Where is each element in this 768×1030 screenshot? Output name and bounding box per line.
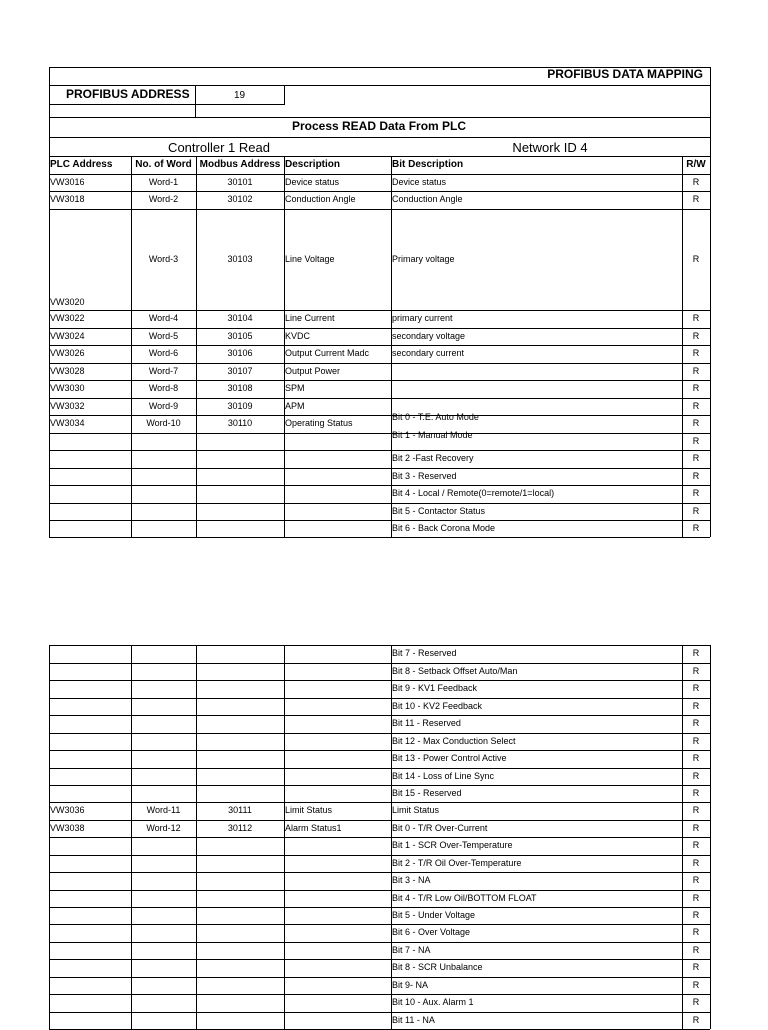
row-line (49, 415, 710, 416)
table-cell-modbus: 30102 (227, 194, 253, 204)
table-cell-word: Word-2 (148, 194, 179, 204)
border-line (49, 137, 710, 138)
table-cell-rw: R (692, 683, 700, 693)
table-cell-bit: Bit 7 - NA (392, 944, 431, 955)
column-line (131, 156, 132, 174)
column-header-bit: Bit Description (392, 159, 464, 170)
table-cell-rw: R (692, 735, 700, 746)
table-cell-desc: Alarm Status1 (285, 822, 342, 833)
table-cell-plc: VW3028 (50, 365, 85, 376)
table-cell-rw: R (692, 648, 700, 658)
table-cell-bit: Bit 4 - T/R Low Oil/BOTTOM FLOAT (392, 892, 537, 903)
row-line (49, 890, 710, 891)
column-line (682, 174, 683, 537)
table-cell-bit: Bit 8 - Setback Offset Auto/Man (392, 665, 518, 676)
table-cell-bit: Bit 5 - Under Voltage (392, 909, 476, 920)
row-line (49, 310, 710, 311)
border-line (49, 104, 285, 105)
table-cell-rw: R (692, 909, 700, 920)
row-line (49, 537, 710, 538)
table-cell-bit: secondary voltage (392, 330, 466, 341)
border-line (49, 156, 710, 157)
table-cell-desc: Output Power (285, 365, 341, 376)
column-line (131, 174, 132, 537)
table-cell-bit: Bit 7 - Reserved (392, 648, 457, 658)
table-cell-desc: Operating Status (285, 418, 353, 428)
column-line (710, 174, 711, 537)
table-cell-plc: VW3034 (50, 418, 85, 428)
table-cell-modbus: 30110 (227, 418, 253, 428)
row-line (49, 768, 710, 769)
table-cell-desc: Limit Status (285, 805, 333, 815)
row-line (49, 1012, 710, 1013)
table-cell-rw: R (692, 718, 700, 728)
row-line (49, 802, 710, 803)
table-cell-bit: Limit Status (392, 805, 440, 815)
table-cell-bit: Device status (392, 176, 447, 187)
table-cell-modbus: 30103 (227, 253, 253, 264)
table-cell-word: Word-1 (148, 176, 179, 187)
table-cell-rw: R (692, 857, 700, 868)
table-cell-rw: R (692, 665, 700, 676)
table-cell-rw: R (692, 875, 700, 885)
table-cell-desc: Conduction Angle (285, 194, 356, 204)
table-cell-rw: R (692, 892, 700, 903)
row-line (49, 663, 710, 664)
row-line (49, 433, 710, 434)
border-line (284, 85, 285, 104)
table-cell-rw: R (692, 453, 700, 463)
table-cell-desc: Line Voltage (285, 253, 335, 264)
row-line (49, 733, 710, 734)
column-line (710, 156, 711, 174)
table-cell-rw: R (692, 383, 700, 393)
profibus-address-label: PROFIBUS ADDRESS (66, 87, 190, 101)
column-header-modbus: Modbus Address (199, 159, 281, 170)
row-line (49, 680, 710, 681)
table-cell-bit: secondary current (392, 348, 465, 358)
column-header-desc: Description (285, 159, 341, 170)
table-cell-plc: VW3016 (50, 176, 85, 187)
table-cell-rw: R (692, 470, 700, 481)
table-cell-word: Word-4 (148, 313, 179, 323)
table-cell-modbus: 30101 (227, 176, 253, 187)
table-cell-bit: Bit 11 - NA (392, 1014, 435, 1025)
row-line (49, 485, 710, 486)
table-cell-bit: Bit 3 - NA (392, 875, 431, 885)
row-line (49, 209, 710, 210)
table-cell-desc: Output Current Madc (285, 348, 370, 358)
row-line (49, 503, 710, 504)
table-cell-modbus: 30104 (227, 313, 253, 323)
row-line (49, 785, 710, 786)
table-cell-bit: Bit 2 - T/R Oil Over-Temperature (392, 857, 522, 868)
row-line (49, 174, 710, 175)
table-cell-rw: R (692, 700, 700, 711)
table-cell-plc: VW3038 (50, 822, 85, 833)
table-cell-rw: R (692, 805, 700, 815)
table-cell-bit: Bit 14 - Loss of Line Sync (392, 770, 495, 781)
table-cell-rw: R (692, 1014, 700, 1025)
table-cell-bit: Bit 6 - Over Voltage (392, 927, 471, 937)
border-line (49, 117, 710, 118)
table-cell-bit: Bit 6 - Back Corona Mode (392, 522, 496, 533)
table-cell-plc: VW3030 (50, 383, 85, 393)
table-cell-bit: Bit 13 - Power Control Active (392, 753, 507, 763)
table-cell-bit: Conduction Angle (392, 194, 463, 204)
row-line (49, 942, 710, 943)
row-line (49, 468, 710, 469)
table-cell-word: Word-3 (148, 253, 179, 264)
table-cell-bit: Bit 1 - SCR Over-Temperature (392, 840, 513, 850)
table-cell-rw: R (692, 176, 700, 187)
row-line (49, 520, 710, 521)
table-cell-bit: Bit 2 -Fast Recovery (392, 453, 474, 463)
table-cell-rw: R (692, 997, 700, 1007)
table-cell-modbus: 30112 (227, 822, 253, 833)
table-cell-word: Word-8 (148, 383, 179, 393)
table-cell-plc: VW3018 (50, 194, 85, 204)
table-cell-bit: Bit 10 - Aux. Alarm 1 (392, 997, 474, 1007)
column-line (196, 156, 197, 174)
page-title: PROFIBUS DATA MAPPING (547, 67, 703, 81)
table-cell-desc: Device status (285, 176, 340, 187)
row-line (49, 959, 710, 960)
table-cell-rw: R (692, 400, 700, 411)
table-cell-word: Word-11 (146, 805, 181, 815)
table-cell-bit: Bit 9 - KV1 Feedback (392, 683, 478, 693)
row-line (49, 398, 710, 399)
table-cell-rw: R (692, 365, 700, 376)
table-cell-desc: APM (285, 400, 305, 411)
column-header-rw: R/W (686, 159, 706, 170)
table-cell-bit: primary current (392, 313, 453, 323)
row-line (49, 820, 710, 821)
table-cell-rw: R (692, 770, 700, 781)
table-cell-word: Word-5 (148, 330, 179, 341)
table-cell-rw: R (692, 505, 700, 516)
row-line (49, 363, 710, 364)
table-cell-rw: R (692, 488, 700, 498)
table-cell-rw: R (692, 979, 700, 990)
table-cell-rw: R (692, 194, 700, 204)
profibus-address-value: 19 (234, 90, 246, 101)
table-cell-rw: R (692, 418, 700, 428)
table-cell-bit: Bit 10 - KV2 Feedback (392, 700, 483, 711)
border-line (195, 85, 196, 117)
table-cell-plc: VW3024 (50, 330, 85, 341)
row-line (49, 328, 710, 329)
table-cell-desc: SPM (285, 383, 305, 393)
row-line (49, 750, 710, 751)
table-cell-rw: R (692, 822, 700, 833)
table-cell-word: Word-12 (146, 822, 181, 833)
table-cell-rw: R (692, 330, 700, 341)
column-line (196, 174, 197, 537)
table-cell-rw: R (692, 313, 700, 323)
table-cell-modbus: 30106 (227, 348, 253, 358)
table-cell-rw: R (692, 840, 700, 850)
table-cell-plc: VW3036 (50, 805, 85, 815)
table-cell-plc: VW3022 (50, 313, 85, 323)
table-cell-modbus: 30105 (227, 330, 253, 341)
row-line (49, 345, 710, 346)
table-cell-plc: VW3020 (50, 297, 85, 307)
table-cell-bit: Bit 12 - Max Conduction Select (392, 735, 516, 746)
column-line (710, 645, 711, 1029)
border-line (49, 85, 710, 86)
table-cell-word: Word-10 (146, 418, 181, 428)
table-cell-word: Word-9 (148, 400, 179, 411)
table-cell-bit: Bit 4 - Local / Remote(0=remote/1=local) (392, 488, 555, 498)
row-line (49, 380, 710, 381)
table-cell-modbus: 30111 (228, 805, 252, 815)
table-cell-bit: Bit 8 - SCR Unbalance (392, 962, 483, 972)
table-cell-rw: R (692, 522, 700, 533)
row-line (49, 924, 710, 925)
table-cell-rw: R (692, 787, 700, 798)
row-line (49, 994, 710, 995)
table-cell-modbus: 30107 (227, 365, 253, 376)
row-line (49, 645, 710, 646)
table-cell-bit: Primary voltage (392, 253, 455, 264)
table-cell-bit: Bit 9- NA (392, 979, 429, 990)
column-header-word: No. of Word (135, 159, 192, 170)
table-cell-rw: R (692, 927, 700, 937)
row-line (49, 715, 710, 716)
table-cell-rw: R (692, 962, 700, 972)
table-cell-bit: Bit 15 - Reserved (392, 787, 462, 798)
table-cell-desc: KVDC (285, 330, 311, 341)
row-line (49, 872, 710, 873)
table-cell-rw: R (692, 944, 700, 955)
table-cell-modbus: 30108 (227, 383, 253, 393)
table-cell-modbus: 30109 (227, 400, 253, 411)
column-line (682, 156, 683, 174)
table-cell-bit: Bit 3 - Reserved (392, 470, 457, 481)
table-cell-bit: Bit 11 - Reserved (392, 718, 461, 728)
row-line (49, 450, 710, 451)
table-cell-bit: Bit 0 - T.E. Auto Mode (392, 412, 479, 422)
table-cell-plc: VW3032 (50, 400, 85, 411)
table-cell-word: Word-7 (148, 365, 179, 376)
row-line (49, 191, 710, 192)
group-right-title: Network ID 4 (512, 140, 588, 155)
table-cell-rw: R (692, 348, 700, 358)
table-cell-bit: Bit 0 - T/R Over-Current (392, 822, 488, 833)
table-cell-bit: Bit 1 - Manual Mode (392, 430, 473, 440)
row-line (49, 907, 710, 908)
row-line (49, 698, 710, 699)
group-left-title: Controller 1 Read (168, 140, 270, 155)
table-cell-desc: Line Current (285, 313, 335, 323)
table-cell-word: Word-6 (148, 348, 179, 358)
column-header-plc: PLC Address (50, 159, 113, 170)
table-cell-bit: Bit 5 - Contactor Status (392, 505, 486, 516)
table-cell-rw: R (692, 435, 700, 446)
table-cell-rw: R (692, 253, 700, 264)
section-title: Process READ Data From PLC (291, 119, 467, 133)
table-cell-plc: VW3026 (50, 348, 85, 358)
row-line (49, 855, 710, 856)
row-line (49, 837, 710, 838)
table-cell-rw: R (692, 753, 700, 763)
row-line (49, 977, 710, 978)
